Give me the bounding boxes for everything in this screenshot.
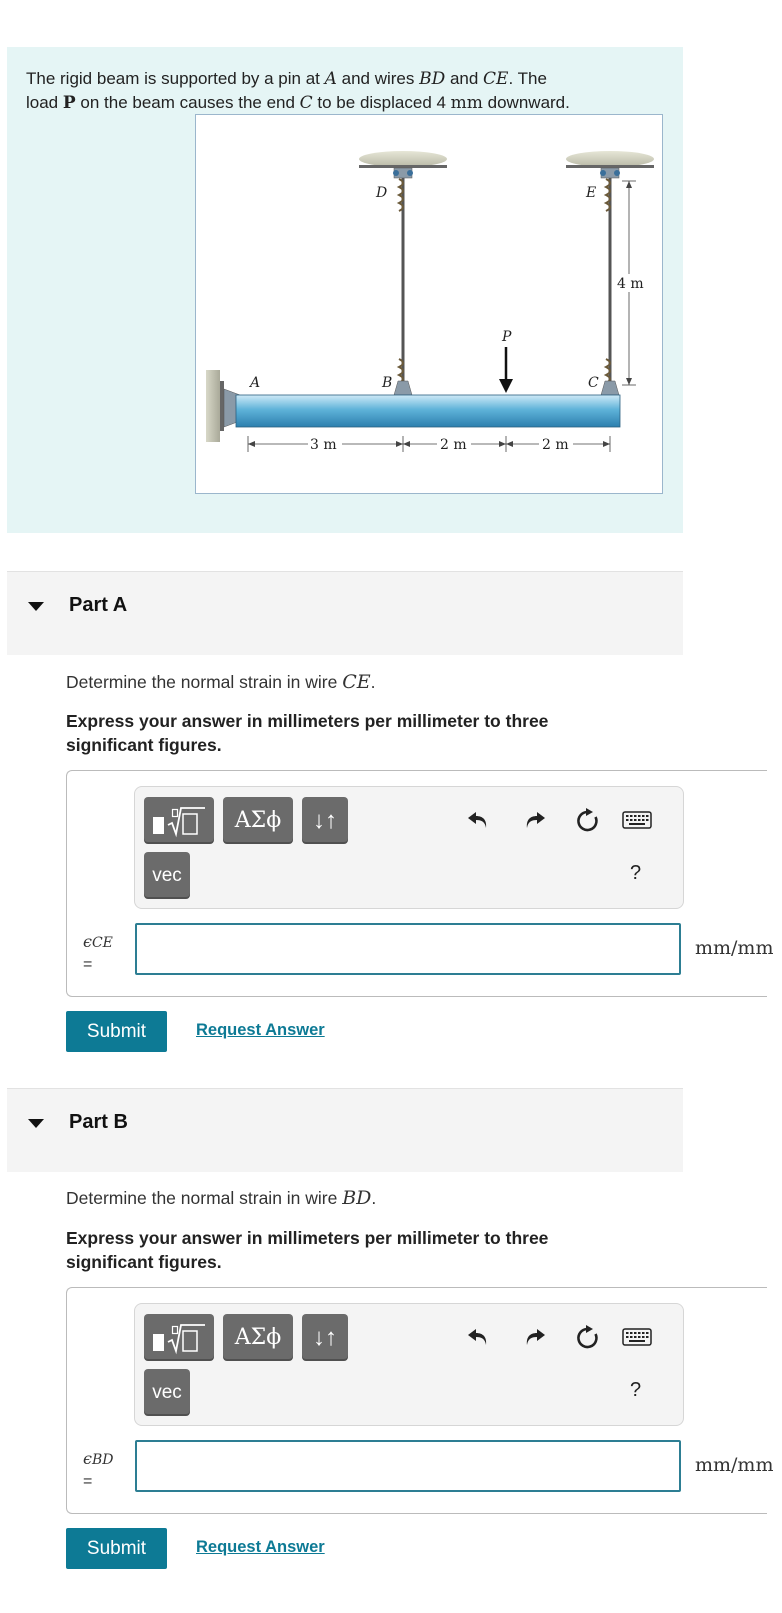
arrows-button[interactable]: ↓↑ — [302, 1314, 348, 1361]
templates-icon — [149, 1320, 209, 1356]
label-p: P — [502, 329, 512, 345]
math-toolbar — [134, 786, 684, 909]
label-dim-3m: 3 m — [310, 437, 337, 453]
part-a-submit-button[interactable]: Submit — [66, 1011, 167, 1052]
part-b-request-answer-link[interactable]: Request Answer — [196, 1538, 325, 1556]
beam-diagram — [196, 115, 664, 495]
beam-figure — [195, 114, 663, 494]
keyboard-icon[interactable] — [622, 805, 652, 835]
part-a-question: Determine the normal strain in wire CE. — [66, 671, 376, 693]
label-dim-2m-first: 2 m — [440, 437, 467, 453]
vec-button[interactable]: vec — [144, 1369, 190, 1416]
reset-icon[interactable] — [572, 1322, 602, 1352]
reset-icon[interactable] — [572, 805, 602, 835]
label-dim-2m-second: 2 m — [542, 437, 569, 453]
undo-icon[interactable] — [463, 1322, 493, 1352]
part-a-unit: mm/mm — [695, 937, 774, 959]
collapse-triangle-icon[interactable] — [28, 602, 44, 611]
part-b-question: Determine the normal strain in wire BD. — [66, 1187, 377, 1209]
part-b-variable-label: ϵBD = — [83, 1449, 114, 1490]
redo-icon[interactable] — [520, 1322, 550, 1352]
label-dim-4m: 4 m — [617, 276, 644, 292]
greek-symbols-button[interactable]: ΑΣϕ — [223, 797, 293, 844]
vec-button[interactable]: vec — [144, 852, 190, 899]
load-arrow — [499, 347, 513, 393]
templates-icon — [149, 803, 209, 839]
part-a-answer-box — [66, 770, 774, 997]
problem-intro — [7, 47, 683, 533]
part-a-instruction: Express your answer in millimeters per millimeter to three significant figures. — [66, 711, 549, 755]
part-b-instruction: Express your answer in millimeters per millimeter to three significant figures. — [66, 1228, 549, 1272]
label-b: B — [382, 375, 393, 391]
label-c: C — [588, 375, 599, 391]
part-a-request-answer-link[interactable]: Request Answer — [196, 1021, 325, 1039]
undo-icon[interactable] — [463, 805, 493, 835]
redo-icon[interactable] — [520, 805, 550, 835]
templates-button[interactable] — [144, 1314, 214, 1361]
part-b-submit-button[interactable]: Submit — [66, 1528, 167, 1569]
label-e: E — [586, 185, 597, 201]
part-a-variable-label: ϵCE = — [83, 932, 113, 973]
part-b-title: Part B — [69, 1111, 128, 1133]
part-b-unit: mm/mm — [695, 1454, 774, 1476]
label-a: A — [250, 375, 261, 391]
templates-button[interactable] — [144, 797, 214, 844]
part-b-answer-box — [66, 1287, 774, 1514]
keyboard-icon[interactable] — [622, 1322, 652, 1352]
part-a-answer-input[interactable] — [135, 923, 681, 975]
ceiling-support-e — [566, 151, 654, 178]
part-a-title: Part A — [69, 594, 128, 616]
collapse-triangle-icon[interactable] — [28, 1119, 44, 1128]
part-a-header[interactable] — [7, 571, 683, 655]
math-toolbar — [134, 1303, 684, 1426]
ceiling-support-d — [359, 151, 447, 178]
part-b-header[interactable] — [7, 1088, 683, 1172]
help-button[interactable]: ? — [630, 862, 642, 884]
help-button[interactable]: ? — [630, 1379, 642, 1401]
greek-symbols-button[interactable]: ΑΣϕ — [223, 1314, 293, 1361]
problem-statement: The rigid beam is supported by a pin at A and wires BD and CE. The load P on the beam causes the end C to be displaced 4 mm downward. — [26, 69, 570, 113]
part-b-answer-input[interactable] — [135, 1440, 681, 1492]
label-d: D — [376, 185, 388, 201]
rigid-beam — [236, 395, 620, 427]
arrows-button[interactable]: ↓↑ — [302, 797, 348, 844]
